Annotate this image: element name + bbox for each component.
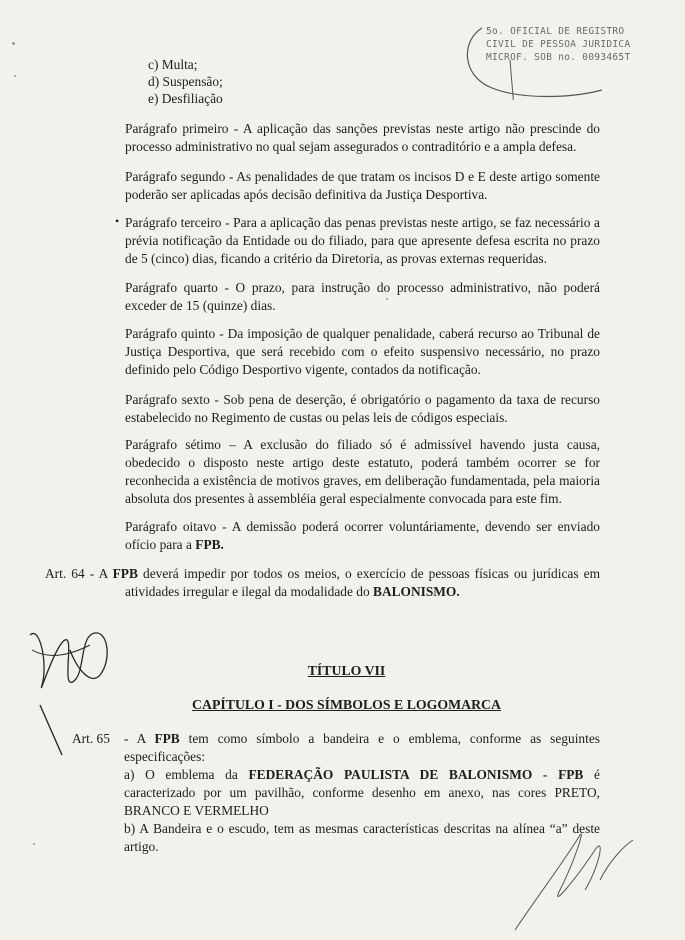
signature-right: [505, 820, 645, 935]
paragrafo-quinto-line-1: Parágrafo quinto - Da imposição de qualquer penalidade, caberá recurso ao Tribunal de: [125, 326, 600, 341]
art-65-federacao: FEDERAÇÃO PAULISTA DE BALONISMO - FPB: [248, 767, 584, 782]
stamp-line-3: MICROF. SOB no. 0093465T: [486, 52, 631, 63]
paragrafo-quarto-line-1: Parágrafo quarto - O prazo, para instrução do processo administrativo, não poderá: [125, 280, 600, 295]
art-65-line-1: [124, 730, 600, 748]
art-64-fpb: FPB: [112, 566, 138, 581]
paragrafo-setimo-line-2: obedecido o disposto neste artigo deste estatuto, poderá também ocorrer se for: [125, 455, 600, 470]
paragrafo-segundo: [125, 168, 600, 204]
paragrafo-oitavo-line-1: Parágrafo oitavo - A demissão poderá ocorrer voluntáriamente, devendo ser enviado: [125, 519, 600, 534]
bullet-dot: •: [115, 214, 120, 228]
art-64-balonismo: BALONISMO.: [373, 584, 460, 599]
art-65-line-3: [124, 766, 600, 784]
paragrafo-segundo-line-1: Parágrafo segundo - As penalidades de que tratam os incisos D e E deste artigo somente: [125, 169, 600, 184]
art-65-line-5: BRANCO E VERMELHO: [124, 803, 269, 818]
paragrafo-primeiro-line-1: Parágrafo primeiro - A aplicação das sanções previstas neste artigo não prescinde do: [125, 121, 600, 136]
art-64-text-1: deverá impedir por todos os meios, o exercício de pessoas físicas ou jurídicas em: [137, 566, 600, 581]
art-65-line-2: especificações:: [124, 749, 206, 764]
art-64-line-1: [45, 565, 600, 583]
paragrafo-sexto: [125, 391, 600, 427]
paragrafo-sexto-line-2: estabelecido no Regimento de custas ou pelas leis de códigos especiais.: [125, 410, 508, 425]
paragrafo-terceiro-line-1: Parágrafo terceiro - Para a aplicação das penas previstas neste artigo, se faz necessário a: [125, 215, 600, 230]
stamp-line-2: CIVIL DE PESSOA JURIDICA: [486, 39, 631, 50]
signature-left: [20, 605, 130, 765]
paragrafo-sexto-line-1: Parágrafo sexto - Sob pena de deserção, é obrigatório o pagamento da taxa de recurso: [125, 392, 600, 407]
paragrafo-terceiro-line-2: prévia notificação da Entidade ou do filiado, para que apresente defesa escrita no prazo: [125, 233, 600, 248]
list-item-suspensao: d) Suspensão;: [148, 74, 223, 89]
paragrafo-segundo-line-2: poderão ser aplicadas após decisão definitiva da Justiça Desportiva.: [125, 187, 488, 202]
art-64-prefix: Art. 64 - A: [45, 566, 113, 581]
art-64-line-2: [45, 583, 600, 601]
paragrafo-setimo-line-4: absoluta dos presentes à assembléia geral especialmente convocada para este fim.: [125, 491, 562, 506]
art-65-line-4: caracterizado por um pavilhão, conforme desenho em anexo, nas cores PRETO,: [124, 785, 600, 800]
art-65-label: Art. 65: [72, 731, 110, 746]
paragrafo-quinto-line-3: definido pelo Código Desportivo vigente, contados da notificação.: [125, 362, 481, 377]
paragrafo-terceiro-line-3: de 5 (cinco) dias, ficando a critério da Diretoria, as provas externas requeridas.: [125, 251, 547, 266]
paragrafo-setimo: [125, 436, 600, 508]
art-65-fpb: FPB: [154, 731, 180, 746]
paragrafo-setimo-line-1: Parágrafo sétimo – A exclusão do filiado só é admissível havendo justa causa,: [125, 437, 600, 452]
stamp-line-1: 5o. OFICIAL DE REGISTRO: [486, 26, 625, 37]
scan-speck: [14, 75, 16, 77]
paragrafo-primeiro: [125, 120, 600, 156]
art-65-line-7: artigo.: [124, 839, 159, 854]
art-65-l3-a: a) O emblema da: [124, 767, 249, 782]
art-64: [45, 565, 600, 601]
paragrafo-primeiro-line-2: processo administrativo no qual sejam assegurados o contraditório e a ampla defesa.: [125, 139, 577, 154]
art-65-l1-c: tem como símbolo a bandeira e o emblema, conforme as seguintes: [179, 731, 600, 746]
art-65-l3-c: é: [583, 767, 600, 782]
titulo-heading: TÍTULO VII: [307, 663, 386, 678]
scan-speck: [33, 843, 35, 845]
paragrafo-oitavo: [125, 518, 600, 554]
list-item-multa: c) Multa;: [148, 57, 198, 72]
paragrafo-terceiro: [125, 214, 600, 268]
paragrafo-quarto-line-2: exceder de 15 (quinze) dias.: [125, 298, 276, 313]
art-65-l1-a: - A: [124, 731, 155, 746]
paragrafo-quinto: [125, 325, 600, 379]
paragrafo-oitavo-line-2: [125, 536, 600, 554]
capitulo-heading: CAPÍTULO I - DOS SÍMBOLOS E LOGOMARCA: [192, 697, 501, 712]
paragrafo-setimo-line-3: reconhecida a existência de motivos graves, em deliberação fundamentada, pela maioria: [125, 473, 600, 488]
paragrafo-oitavo-fpb: FPB.: [195, 537, 224, 552]
paragrafo-quarto: [125, 279, 600, 315]
art-65-line-6: b) A Bandeira e o escudo, tem as mesmas características descritas na alínea “a” deste: [124, 821, 600, 836]
paragrafo-quinto-line-2: Justiça Desportiva, que será recebido com o efeito suspensivo necessário, no prazo: [125, 344, 600, 359]
scan-speck: [12, 42, 15, 45]
list-item-desfiliacao: e) Desfiliação: [148, 91, 223, 106]
art-64-line-2-text: atividades irregular e ilegal da modalidade do: [125, 584, 374, 599]
paragrafo-oitavo-line-2-text: ofício para a: [125, 537, 196, 552]
scan-speck: [386, 298, 388, 300]
